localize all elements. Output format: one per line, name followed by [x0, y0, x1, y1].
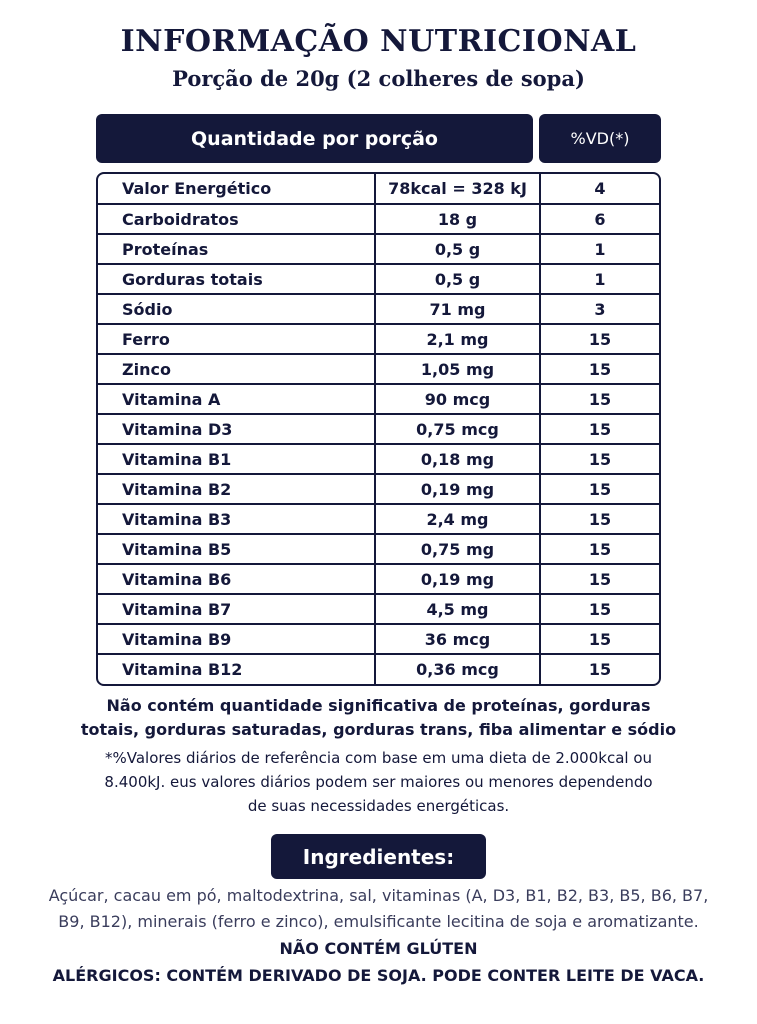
nutrient-amount: 2,1 mg — [375, 324, 540, 354]
table-row — [98, 444, 659, 474]
nutrient-amount: 71 mg — [375, 294, 540, 324]
nutrient-vd: 15 — [540, 564, 659, 594]
nutrient-vd: 15 — [540, 354, 659, 384]
nutrient-name: Vitamina B5 — [98, 534, 375, 564]
nutrient-amount: 0,75 mcg — [375, 414, 540, 444]
nutrition-table-body — [98, 174, 659, 684]
nutrient-vd: 15 — [588, 660, 612, 679]
nutrient-name: Valor Energético — [98, 174, 375, 204]
nutrient-vd: 15 — [540, 504, 659, 534]
nutrient-name: Vitamina B7 — [98, 594, 375, 624]
nutrient-vd: 1 — [540, 234, 659, 264]
ingredients-line-1: Açúcar, cacau em pó, maltodextrina, sal, vitaminas (A, D3, B1, B2, B3, B5, B6, B7, — [48, 886, 709, 905]
nutrient-amount: 2,4 mg — [375, 504, 540, 534]
nutrient-name: Zinco — [98, 354, 375, 384]
daily-values-footnote — [0, 746, 757, 818]
nutrient-amount: 90 mcg — [375, 384, 540, 414]
footnote-line-3: de suas necessidades energéticas. — [247, 797, 510, 815]
nutrient-name: Vitamina B12 — [98, 654, 375, 684]
nutrient-vd: 1 — [540, 264, 659, 294]
nutrient-vd: 15 — [540, 474, 659, 504]
notice-line-1: Não contém quantidade significativa de proteínas, gorduras — [106, 696, 651, 715]
ingredients-list — [20, 883, 737, 935]
nutrient-name: Ferro — [98, 324, 375, 354]
nutrient-name: Proteínas — [98, 234, 375, 264]
nutrient-name: Vitamina B9 — [98, 624, 375, 654]
nutrient-vd: 15 — [540, 444, 659, 474]
nutrient-amount: 1,05 mg — [375, 354, 540, 384]
table-row — [98, 354, 659, 384]
table-row — [98, 594, 659, 624]
nutrient-amount: 18 g — [375, 204, 540, 234]
nutrient-vd: 15 — [540, 594, 659, 624]
table-row — [98, 504, 659, 534]
notice-line-2: totais, gorduras saturadas, gorduras trans, fiba alimentar e sódio — [80, 720, 677, 739]
nutrient-vd: 15 — [540, 414, 659, 444]
nutrient-amount: 4,5 mg — [375, 594, 540, 624]
ingredients-header: Ingredientes: — [271, 834, 486, 879]
nutrient-name: Carboidratos — [98, 204, 375, 234]
nutrient-name: Vitamina B3 — [98, 504, 375, 534]
nutrient-amount: 0,36 mcg — [375, 654, 540, 684]
nutrient-vd: 15 — [540, 624, 659, 654]
table-row — [98, 564, 659, 594]
table-row — [98, 534, 659, 564]
nutrient-name: Gorduras totais — [98, 264, 375, 294]
allergy-warning: ALÉRGICOS: CONTÉM DERIVADO DE SOJA. PODE CONTER LEITE DE VACA. — [52, 966, 705, 985]
gluten-warning: NÃO CONTÉM GLÚTEN — [279, 939, 478, 958]
nutrient-name: Vitamina B2 — [98, 474, 375, 504]
nutrient-amount: 36 mcg — [375, 624, 540, 654]
nutrient-vd: 4 — [540, 174, 659, 204]
nutrient-vd: 15 — [540, 384, 659, 414]
table-row — [98, 474, 659, 504]
nutrient-name: Vitamina A — [98, 384, 375, 414]
nutrient-vd: 15 — [540, 324, 659, 354]
nutrient-amount: 0,18 mg — [375, 444, 540, 474]
footnote-line-1: *%Valores diários de referência com base em uma dieta de 2.000kcal ou — [104, 749, 653, 767]
table-row — [98, 204, 659, 234]
table-row — [98, 264, 659, 294]
quantity-header: Quantidade por porção — [96, 114, 533, 163]
nutrient-name: Vitamina D3 — [98, 414, 375, 444]
table-row — [98, 234, 659, 264]
nutrient-name: Vitamina B1 — [98, 444, 375, 474]
page-title: INFORMAÇÃO NUTRICIONAL — [120, 24, 637, 59]
nutrient-amount: 0,19 mg — [375, 564, 540, 594]
table-row — [98, 624, 659, 654]
nutrient-vd: 3 — [540, 294, 659, 324]
table-row — [98, 294, 659, 324]
nutrient-amount: 0,19 mg — [375, 474, 540, 504]
nutrition-table — [96, 172, 661, 686]
table-row — [98, 174, 659, 204]
nutrient-name: Sódio — [98, 294, 375, 324]
footnote-line-2: 8.400kJ. eus valores diários podem ser maiores ou menores dependendo — [104, 773, 653, 791]
nutrient-name: Vitamina B6 — [98, 564, 375, 594]
table-row — [98, 654, 659, 684]
nutrient-vd: 6 — [540, 204, 659, 234]
table-row — [98, 324, 659, 354]
nutrient-amount: 78kcal = 328 kJ — [375, 174, 540, 204]
nutrient-amount: 0,5 g — [375, 234, 540, 264]
serving-size: Porção de 20g (2 colheres de sopa) — [172, 66, 585, 91]
not-significant-notice — [0, 694, 757, 742]
nutrient-amount: 0,75 mg — [375, 534, 540, 564]
nutrient-vd: 15 — [540, 534, 659, 564]
vd-header: %VD(*) — [539, 114, 661, 163]
nutrient-amount: 0,5 g — [375, 264, 540, 294]
table-row — [98, 384, 659, 414]
table-row — [98, 414, 659, 444]
ingredients-line-2: B9, B12), minerais (ferro e zinco), emulsificante lecitina de soja e aromatizante. — [58, 912, 699, 931]
